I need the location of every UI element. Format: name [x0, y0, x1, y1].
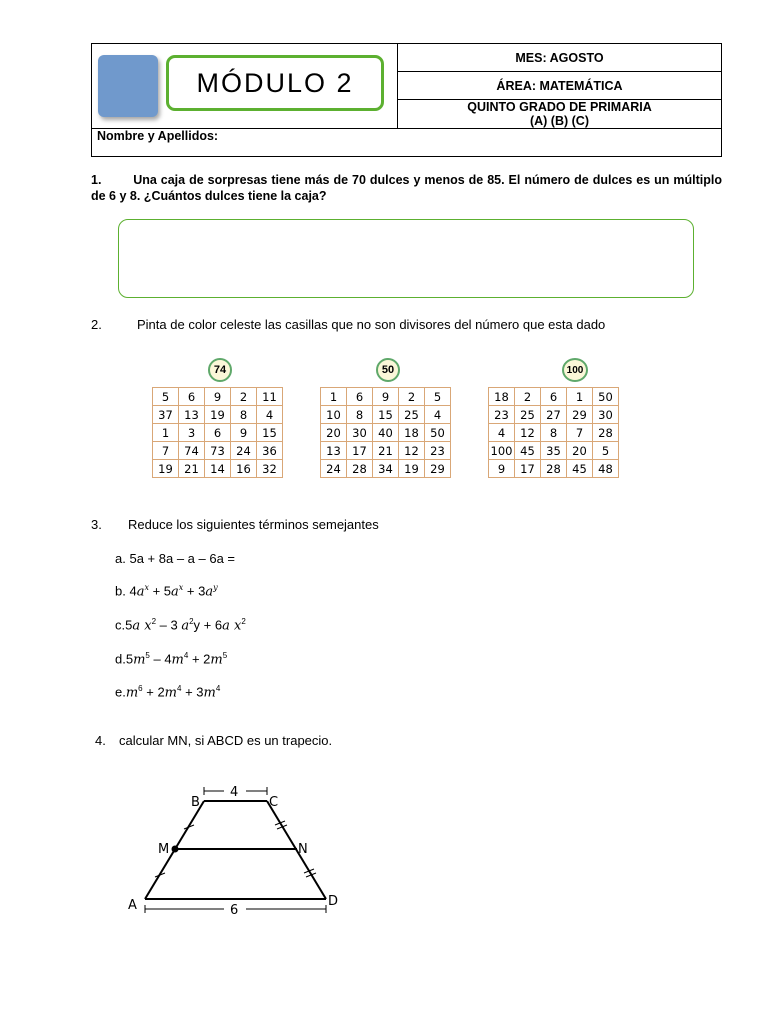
question-2-number: 2.	[91, 317, 102, 332]
coef: – 4	[149, 651, 172, 667]
grid-cell[interactable]: 8	[347, 406, 373, 424]
grade-label: QUINTO GRADO DE PRIMARIA	[467, 100, 652, 114]
question-4-text: calcular MN, si ABCD es un trapecio.	[119, 733, 333, 748]
point-m	[172, 846, 179, 853]
variable: m	[203, 685, 216, 701]
grid-cell[interactable]: 50	[425, 424, 451, 442]
expression-e	[115, 684, 220, 700]
expression-b	[115, 583, 218, 599]
expression-label: b.	[115, 583, 126, 599]
grid-cell[interactable]: 20	[321, 424, 347, 442]
grid-cell[interactable]: 17	[347, 442, 373, 460]
coef: – 3	[156, 617, 182, 633]
grid-cell[interactable]: 3	[179, 424, 205, 442]
grid-cell[interactable]: 1	[321, 388, 347, 406]
variable: m	[210, 652, 223, 668]
grid-cell[interactable]: 74	[179, 442, 205, 460]
grid-cell[interactable]: 50	[593, 388, 619, 406]
grid-cell[interactable]: 28	[347, 460, 373, 478]
area-label: ÁREA: MATEMÁTICA	[496, 79, 623, 93]
grid-cell[interactable]: 21	[179, 460, 205, 478]
question-2-text: Pinta de color celeste las casillas que no son divisores del número que esta dado	[137, 317, 606, 332]
grid-cell[interactable]: 9	[489, 460, 515, 478]
exponent: x	[178, 583, 184, 592]
coef: + 3	[183, 583, 206, 599]
grid-2-target: 50	[376, 358, 400, 382]
grid-cell[interactable]: 12	[399, 442, 425, 460]
grid-cell[interactable]: 6	[541, 388, 567, 406]
grid-cell[interactable]: 19	[205, 406, 231, 424]
grid-cell[interactable]: 18	[489, 388, 515, 406]
month-label: MES: AGOSTO	[515, 51, 604, 65]
grid-cell[interactable]: 4	[425, 406, 451, 424]
exponent: 4	[215, 684, 221, 693]
question-4	[95, 733, 332, 748]
trapezoid-figure	[120, 785, 350, 920]
grid-cell[interactable]: 5	[593, 442, 619, 460]
name-label: Nombre y Apellidos:	[97, 129, 219, 143]
question-3-number: 3.	[91, 517, 102, 532]
coef: + 2	[142, 684, 165, 700]
label-m: M	[158, 842, 170, 857]
header-row-line	[398, 71, 721, 72]
grid-cell[interactable]: 8	[541, 424, 567, 442]
grid-cell[interactable]: 5	[153, 388, 179, 406]
expression-text: 5a + 8a – a – 6a =	[129, 551, 236, 566]
label-a: A	[128, 898, 137, 913]
grid-cell[interactable]: 2	[231, 388, 257, 406]
variable: a	[181, 618, 190, 634]
exponent: 4	[183, 651, 189, 660]
coef: 4	[129, 583, 137, 599]
question-4-number: 4.	[95, 733, 106, 748]
label-n: N	[298, 842, 308, 857]
grid-cell[interactable]: 2	[399, 388, 425, 406]
grid-cell[interactable]: 45	[515, 442, 541, 460]
grid-cell[interactable]: 6	[347, 388, 373, 406]
grid-cell[interactable]: 15	[373, 406, 399, 424]
grid-cell[interactable]: 7	[567, 424, 593, 442]
question-1-text: Una caja de sorpresas tiene más de 70 dulces y menos de 85. El número de dulces es un múltiplo de 6 y 8. ¿Cuántos dulces tiene la caja?	[91, 173, 722, 203]
expression-label: d.	[115, 651, 126, 667]
question-1-number: 1.	[91, 173, 102, 187]
module-title-box	[166, 55, 384, 111]
grid-cell[interactable]: 10	[321, 406, 347, 424]
grid-cell[interactable]: 28	[541, 460, 567, 478]
grid-cell[interactable]: 14	[205, 460, 231, 478]
grid-cell[interactable]: 9	[373, 388, 399, 406]
exponent: y	[213, 583, 218, 592]
variable: m	[164, 685, 177, 701]
grid-cell[interactable]: 6	[179, 388, 205, 406]
divisor-grid-3	[488, 387, 619, 478]
coef: + 3	[181, 684, 204, 700]
divisor-grid-1	[152, 387, 283, 478]
coef: + 2	[188, 651, 211, 667]
sections-label: (A) (B) (C)	[529, 114, 589, 128]
exponent: 2	[241, 617, 246, 626]
question-1	[91, 172, 722, 204]
exponent: 2	[151, 617, 157, 626]
grid-cell[interactable]: 36	[257, 442, 283, 460]
question-3	[91, 517, 379, 532]
expression-label: e.	[115, 684, 126, 700]
label-b: B	[191, 795, 200, 810]
answer-box[interactable]	[118, 219, 694, 298]
variable: m	[125, 685, 139, 701]
variable: m	[171, 652, 184, 668]
grid-cell[interactable]: 8	[231, 406, 257, 424]
grid-cell[interactable]: 29	[425, 460, 451, 478]
grid-cell[interactable]: 30	[347, 424, 373, 442]
question-2	[91, 317, 605, 332]
exponent: 6	[138, 684, 143, 693]
grid-cell[interactable]: 30	[593, 406, 619, 424]
grid-cell[interactable]: 6	[205, 424, 231, 442]
grid-cell[interactable]: 13	[179, 406, 205, 424]
exponent: 4	[177, 684, 182, 693]
grid-cell[interactable]: 28	[593, 424, 619, 442]
grid-cell[interactable]: 40	[373, 424, 399, 442]
grid-cell[interactable]: 12	[515, 424, 541, 442]
grid-cell[interactable]: 7	[153, 442, 179, 460]
variable: m	[133, 652, 146, 668]
logo-square	[98, 55, 158, 117]
variable: a x	[132, 618, 152, 634]
coef: 5	[125, 617, 133, 633]
grid-cell[interactable]: 37	[153, 406, 179, 424]
grid-cell[interactable]: 5	[425, 388, 451, 406]
grid-cell[interactable]: 48	[593, 460, 619, 478]
label-c: C	[269, 795, 279, 810]
question-3-text: Reduce los siguientes términos semejantes	[128, 517, 379, 532]
grid-cell[interactable]: 16	[231, 460, 257, 478]
grid-cell[interactable]: 15	[257, 424, 283, 442]
exponent: 5	[145, 651, 150, 660]
grid-cell[interactable]: 17	[515, 460, 541, 478]
exponent: 2	[189, 617, 194, 626]
grid-cell[interactable]: 23	[425, 442, 451, 460]
expression-c	[115, 617, 246, 633]
grid-cell[interactable]: 9	[205, 388, 231, 406]
grid-cell[interactable]: 24	[321, 460, 347, 478]
grid-cell[interactable]: 21	[373, 442, 399, 460]
grid-cell[interactable]: 19	[153, 460, 179, 478]
grid-cell[interactable]: 4	[257, 406, 283, 424]
grid-cell[interactable]: 1	[567, 388, 593, 406]
exponent: x	[144, 583, 149, 592]
grid-cell[interactable]: 13	[321, 442, 347, 460]
expression-label: a.	[115, 551, 126, 566]
grid-3-target: 100	[562, 358, 588, 382]
grid-cell[interactable]: 9	[231, 424, 257, 442]
divisor-grid-2	[320, 387, 451, 478]
expression-a	[115, 551, 235, 566]
variable: a	[136, 584, 145, 600]
variable: a	[171, 584, 179, 600]
grid-cell[interactable]: 45	[567, 460, 593, 478]
grid-cell[interactable]: 32	[257, 460, 283, 478]
expression-label: c.	[115, 617, 126, 633]
exponent: 5	[222, 651, 228, 660]
grid-cell[interactable]: 20	[567, 442, 593, 460]
grid-cell[interactable]: 100	[489, 442, 515, 460]
grid-cell[interactable]: 27	[541, 406, 567, 424]
grid-cell[interactable]: 11	[257, 388, 283, 406]
grid-cell[interactable]: 35	[541, 442, 567, 460]
grid-cell[interactable]: 19	[399, 460, 425, 478]
expression-d	[115, 651, 227, 667]
grid-cell[interactable]: 4	[489, 424, 515, 442]
grid-1-target: 74	[208, 358, 232, 382]
bottom-length: 6	[230, 903, 239, 918]
grid-cell[interactable]: 73	[205, 442, 231, 460]
module-title: MÓDULO 2	[196, 67, 354, 98]
grid-cell[interactable]: 34	[373, 460, 399, 478]
variable: a x	[222, 618, 242, 634]
coef: + 5	[148, 583, 172, 599]
grid-cell[interactable]: 25	[399, 406, 425, 424]
grid-cell[interactable]: 29	[567, 406, 593, 424]
grid-cell[interactable]: 24	[231, 442, 257, 460]
coef: 5	[125, 651, 134, 667]
grid-cell[interactable]: 2	[515, 388, 541, 406]
grid-cell[interactable]: 18	[399, 424, 425, 442]
grid-cell[interactable]: 25	[515, 406, 541, 424]
grid-cell[interactable]: 23	[489, 406, 515, 424]
grid-cell[interactable]: 1	[153, 424, 179, 442]
top-length: 4	[230, 785, 239, 800]
variable: a	[205, 584, 214, 600]
label-d: D	[328, 894, 339, 909]
coef: y + 6	[193, 617, 223, 633]
